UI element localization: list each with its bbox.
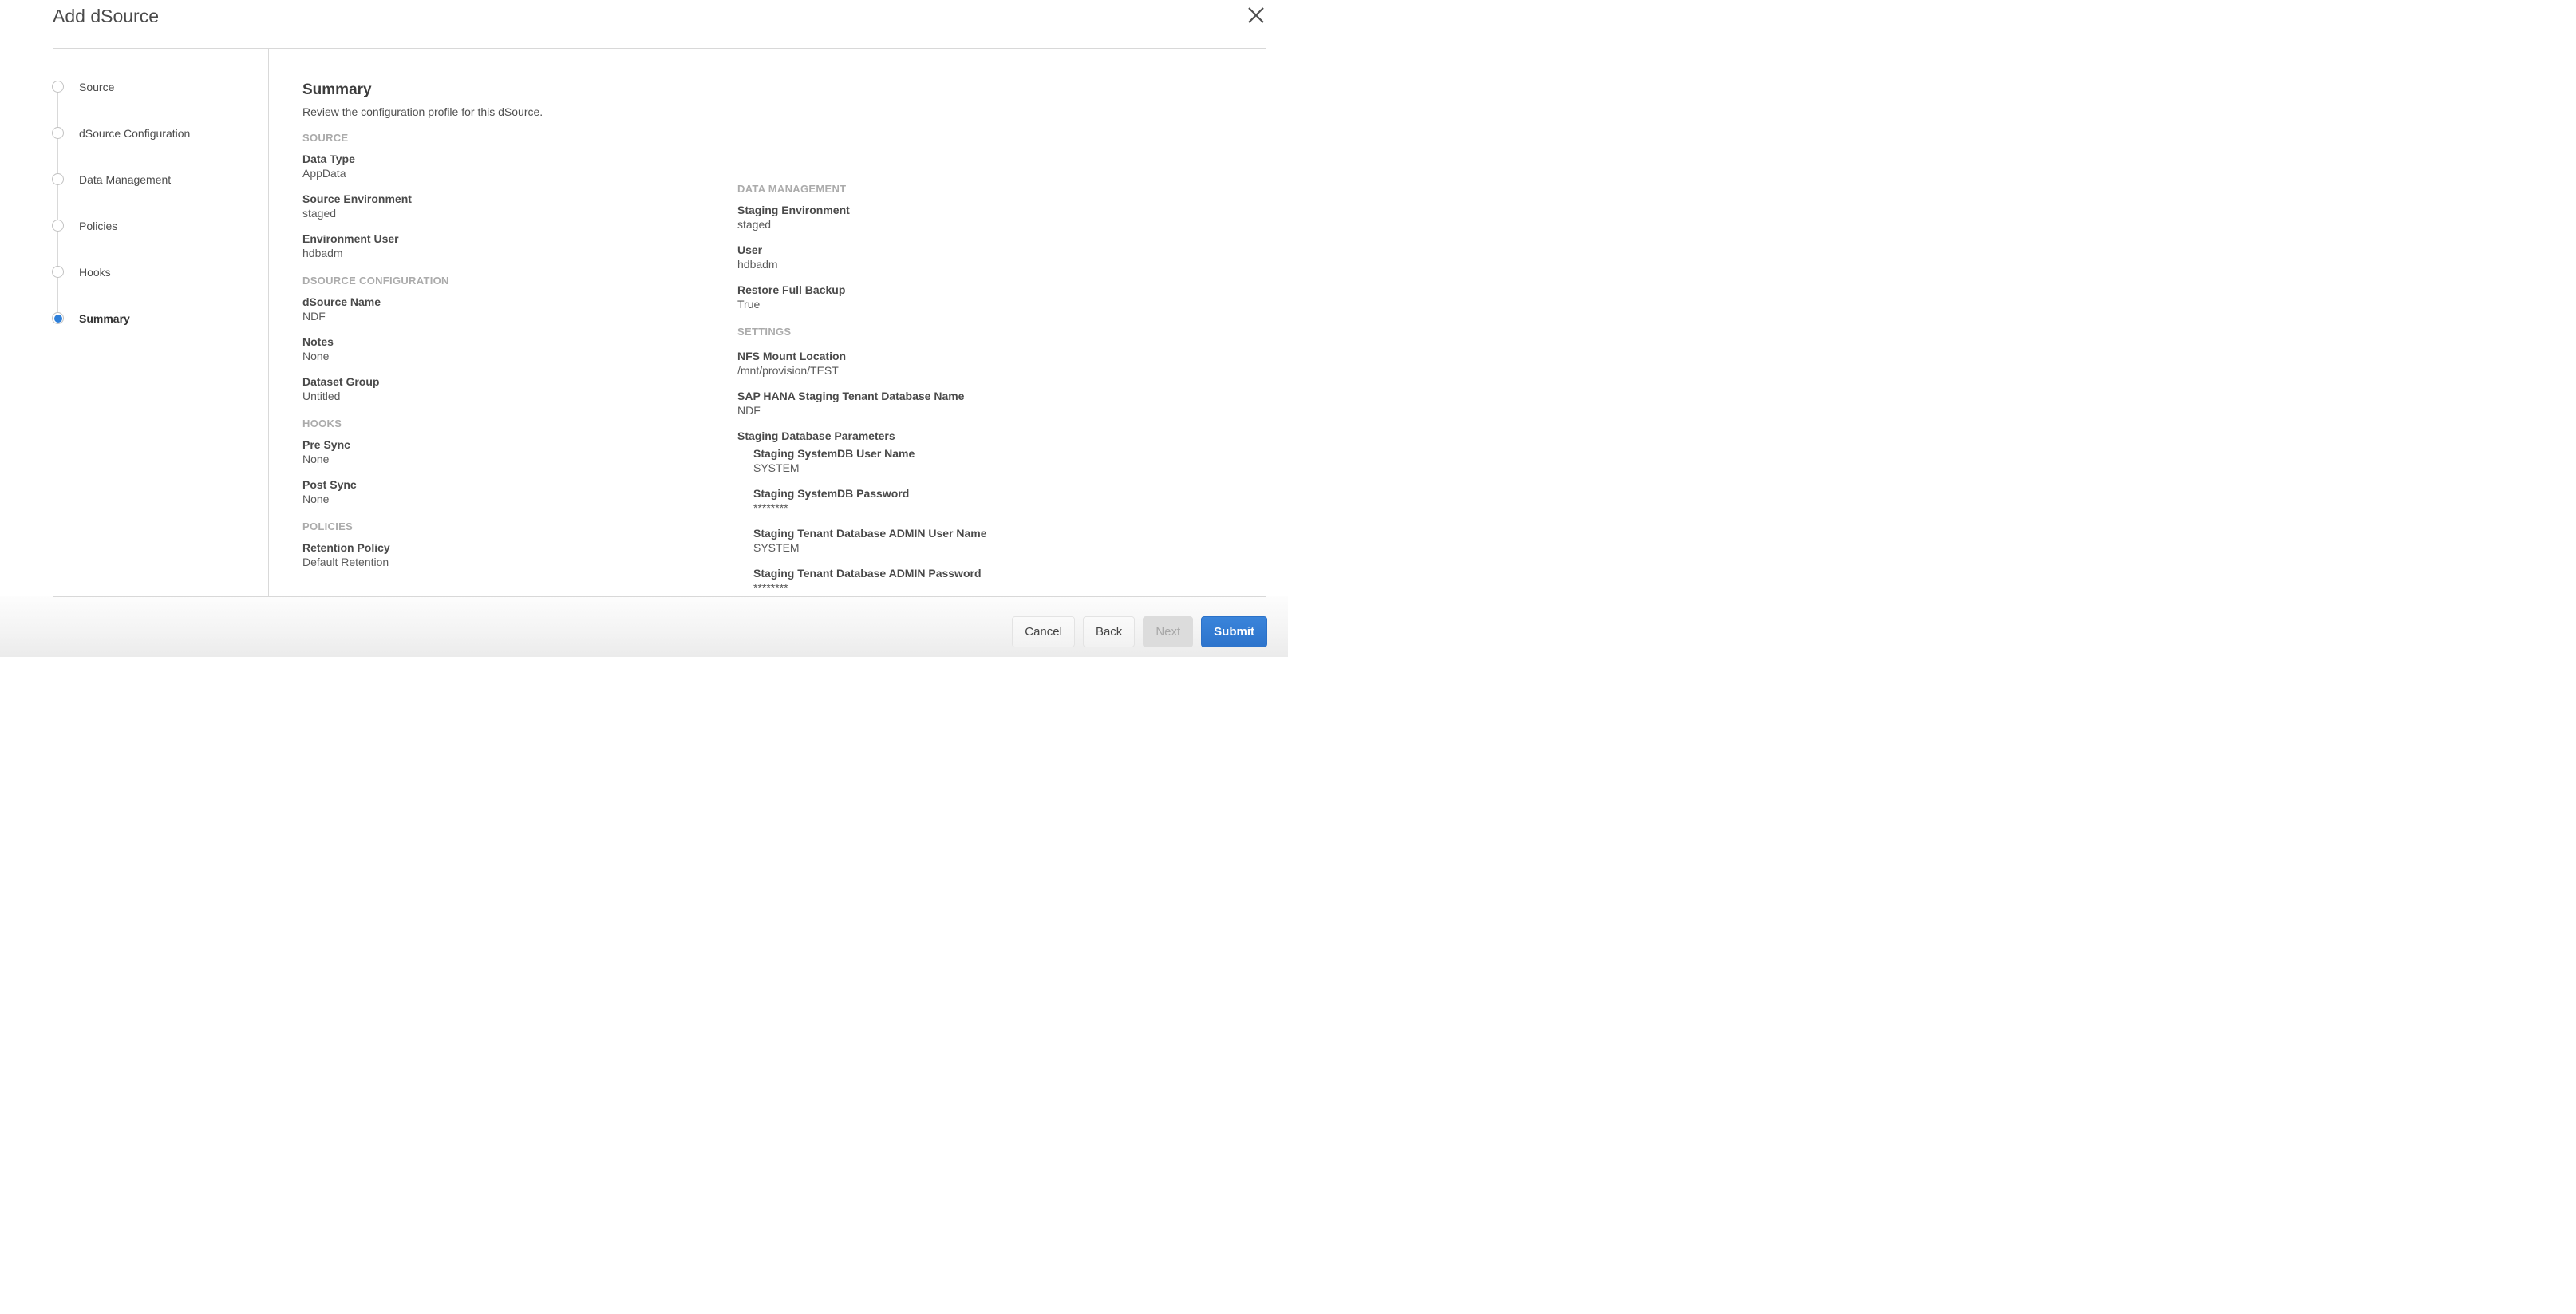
back-button[interactable]: Back [1083,616,1135,647]
step-label: Summary [79,312,130,325]
field-environment-user [302,232,737,260]
field-staging-environment [737,203,987,232]
section-title: SOURCE [302,132,349,144]
field-label: Environment User [302,232,399,245]
summary-right-column [737,132,987,643]
radio-unselected-icon [52,220,64,232]
field-value: None [302,493,330,505]
field-value: None [302,453,330,465]
field-label: SAP HANA Staging Tenant Database Name [737,390,965,402]
field-value: ******** [753,501,788,514]
radio-selected-icon [52,312,64,324]
field-label: Retention Policy [302,541,390,554]
field-value: /mnt/provision/TEST [737,364,839,377]
section-title: DSOURCE CONFIGURATION [302,275,449,287]
section-policies [302,520,737,569]
field-staging-database-parameters [737,429,987,443]
field-staging-tenant-admin-user-name [737,526,987,555]
field-value: hdbadm [302,247,343,259]
section-source [302,132,737,260]
dialog-title: Add dSource [53,6,159,26]
field-value: staged [737,218,772,231]
field-post-sync [302,477,737,506]
field-staging-systemdb-user-name [737,446,987,475]
field-data-type [302,152,737,180]
field-label: Notes [302,335,334,348]
dialog-footer [0,596,1288,657]
field-label: Data Type [302,152,355,165]
field-label: User [737,243,763,256]
field-label: Pre Sync [302,438,350,451]
field-value: True [737,298,761,311]
field-label: Staging Tenant Database ADMIN Password [753,567,982,580]
field-nfs-mount-location [737,349,987,378]
section-title: POLICIES [302,520,354,532]
field-value: Untitled [302,390,341,402]
next-button[interactable]: Next [1143,616,1193,647]
section-dsource-configuration [302,275,737,403]
step-label: Source [79,81,115,93]
section-data-management [737,183,987,311]
radio-unselected-icon [52,81,64,93]
field-label: Source Environment [302,192,412,205]
field-label: NFS Mount Location [737,350,847,362]
radio-unselected-icon [52,266,64,278]
field-value: Default Retention [302,556,389,568]
field-value: NDF [737,404,761,417]
submit-button[interactable]: Submit [1201,616,1267,647]
step-label: Hooks [79,266,111,279]
steps-connector-line [57,87,58,319]
section-title: HOOKS [302,418,342,429]
field-label: Staging Environment [737,204,850,216]
summary-left-column [302,132,737,584]
step-label: Data Management [79,173,172,186]
wizard-steps-sidebar [0,49,269,596]
field-dataset-group [302,374,737,403]
field-pre-sync [302,437,737,466]
section-settings [737,326,987,628]
field-label: Staging Tenant Database ADMIN User Name [753,527,987,540]
section-title: DATA MANAGEMENT [737,183,847,195]
field-value: SYSTEM [753,541,800,554]
close-icon [1245,17,1267,29]
step-data-management[interactable] [0,172,268,187]
step-dsource-configuration[interactable] [0,126,268,141]
page-title: Summary [302,81,372,98]
cancel-button[interactable]: Cancel [1012,616,1075,647]
add-dsource-dialog [0,0,1288,657]
field-notes [302,334,737,363]
field-staging-tenant-admin-password [737,566,987,595]
footer-buttons [1012,616,1267,647]
field-restore-full-backup [737,283,987,311]
field-value: AppData [302,167,346,180]
field-value: hdbadm [737,258,778,271]
footer-divider [53,596,1266,597]
step-hooks[interactable] [0,265,268,279]
field-label: Staging SystemDB Password [753,487,910,500]
field-value: SYSTEM [753,461,800,474]
close-button[interactable] [1243,2,1269,28]
radio-unselected-icon [52,173,64,185]
field-value: staged [302,207,337,220]
field-label: Staging Database Parameters [737,429,895,442]
step-label: Policies [79,220,118,232]
summary-content [270,49,1288,596]
field-source-environment [302,192,737,220]
section-hooks [302,418,737,506]
radio-unselected-icon [52,127,64,139]
field-value: ******** [753,581,788,594]
field-label: Post Sync [302,478,357,491]
summary-columns [302,132,1288,643]
step-label: dSource Configuration [79,127,191,140]
field-retention-policy [302,540,737,569]
field-value: NDF [302,310,326,323]
field-staging-systemdb-password [737,486,987,515]
field-staging-tenant-db-name [737,389,987,418]
page-subtitle: Review the configuration profile for this dSource. [302,105,543,118]
section-title: SETTINGS [737,326,792,338]
field-user [737,243,987,271]
step-summary[interactable] [0,311,268,326]
field-dsource-name [302,295,737,323]
field-label: Restore Full Backup [737,283,846,296]
step-policies[interactable] [0,219,268,233]
dialog-body [0,49,1288,596]
field-value: None [302,350,330,362]
field-label: Staging SystemDB User Name [753,447,915,460]
field-label: dSource Name [302,295,381,308]
step-source[interactable] [0,80,268,94]
field-label: Dataset Group [302,375,380,388]
